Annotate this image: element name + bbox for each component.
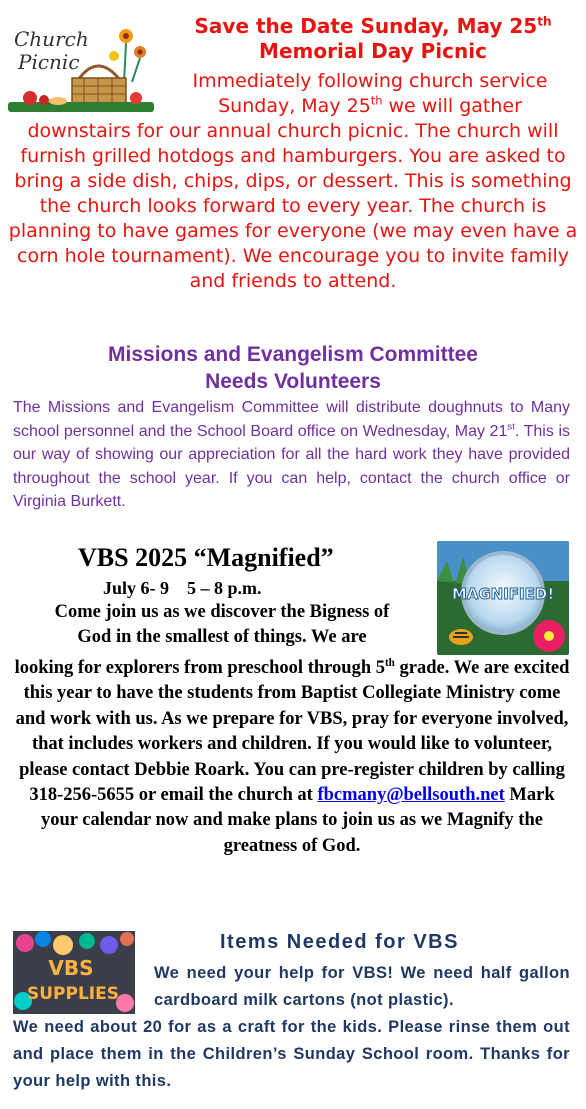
picnic-body-line2-sup: th [370, 93, 383, 108]
vbs-body-line2: God in the smallest of things. We are [77, 627, 367, 647]
missions-body [13, 396, 570, 514]
picnic-body-intro [160, 69, 580, 119]
picnic-body-line1: Immediately following church service [192, 70, 548, 92]
vbs-body-line1: Come join us as we discover the Bigness of [54, 602, 390, 622]
apple-icon [23, 91, 37, 105]
items-title: Items Needed for VBS [220, 931, 459, 953]
picnic-body-line2b: we will gather [382, 95, 522, 117]
church-picnic-logo [8, 22, 154, 116]
vbs-body-b: grade. We are excited this year to have the students from Baptist Collegiate Ministry come and work with us. As we prepare for VBS, pray for everyone involved, that includes workers and children. If you would like to volunteer, please contact Debbie Roark. You can pre-register children by calling 318-256-5655 or email the church at [15, 658, 570, 806]
missions-heading [0, 341, 586, 395]
missions-body-b: . This is our way of showing our appreciation for all the hard work they have provided throughout the school year. If you can help, contact the church office or Virginia Burkett. [13, 422, 571, 510]
items-body-line1: We need your help for VBS! We need half gallon cardboard milk cartons (not plastic). [154, 964, 570, 1009]
vbs-body-a: looking for explorers from preschool through 5 [14, 658, 385, 678]
vbs-body-c: Mark your calendar now and make plans to join us as we Magnify the greatness of God. [41, 785, 555, 856]
picnic-title-sup: th [537, 14, 552, 29]
vbs-supplies-image [13, 931, 135, 1014]
vbs-body-rest [14, 656, 570, 859]
missions-body-sup: st [507, 421, 515, 433]
vbs-image-text: MAGNIFIED! [451, 585, 555, 603]
picnic-title [168, 14, 578, 64]
picnic-body-line2a: Sunday, May 25 [218, 95, 371, 117]
logo-text-line2: Picnic [18, 50, 80, 74]
missions-body-a: The Missions and Evangelism Committee will distribute doughnuts to Many school personnel and the School Board office on Wednesday, May 21 [13, 399, 570, 440]
vbs-title: VBS 2025 “Magnified” [78, 543, 334, 572]
picnic-title-line1: Save the Date Sunday, May 25 [194, 14, 538, 38]
missions-title-line2: Needs Volunteers [205, 370, 381, 393]
vbs-email-link[interactable]: fbcmany@bellsouth.net [317, 785, 505, 806]
picnic-body-rest: downstairs for our annual church picnic. The church will furnish grilled hotdogs and hamburgers. You are asked to bring a side dish, chips, dips, or dessert. This is something the church looks forward to every year. The church is planning to have games for everyone (we may even have a corn hole tournament). We encourage you to invite family and friends to attend. [8, 120, 578, 292]
bread-icon [49, 97, 67, 105]
vbs-body-sup: th [384, 656, 395, 669]
vbs-body-intro [14, 600, 430, 650]
vbs-dates: July 6- 9 5 – 8 p.m. [103, 578, 262, 598]
logo-text-line1: Church [14, 27, 89, 51]
supplies-text-line1: VBS [48, 956, 94, 980]
picnic-basket-icon [72, 66, 126, 104]
items-body-rest: We need about 20 for as a craft for the kids. Please rinse them out and place them in the Children’s Sunday School room. Thanks for your help with this. [13, 1018, 570, 1090]
vbs-magnified-image [437, 541, 569, 655]
missions-title-line1: Missions and Evangelism Committee [108, 343, 478, 366]
supplies-text-line2: SUPPLIES [27, 984, 119, 1004]
picnic-title-line2: Memorial Day Picnic [259, 39, 487, 63]
